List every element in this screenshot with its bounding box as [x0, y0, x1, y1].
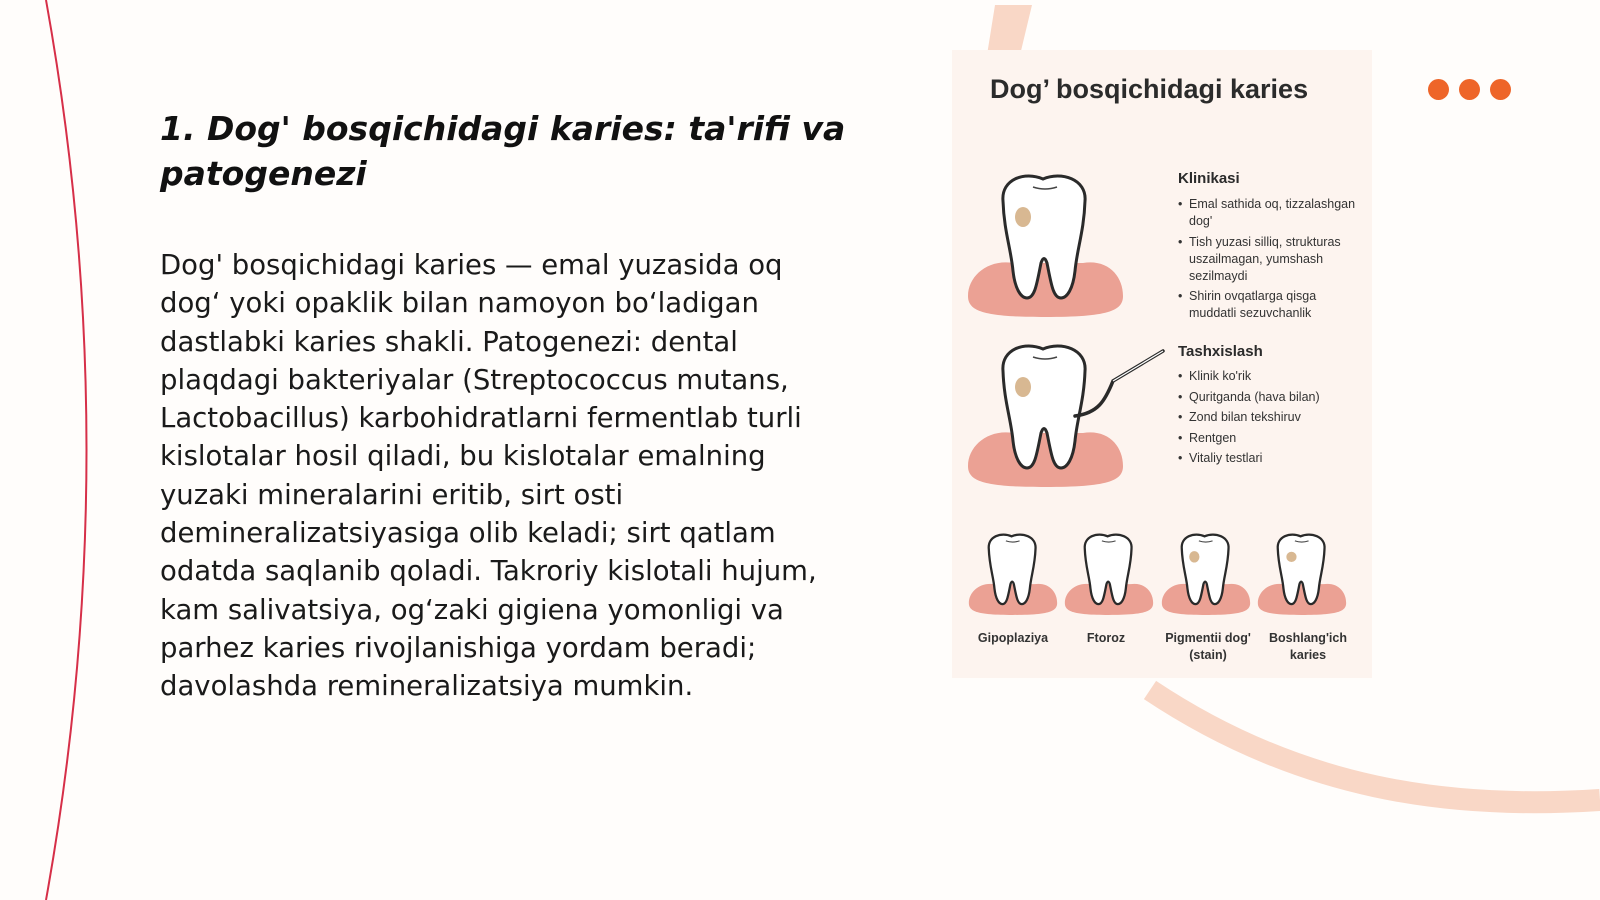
dot-icon	[1459, 79, 1480, 100]
label-stain: Pigmentii dog' (stain)	[1165, 631, 1251, 662]
list-item: • Quritganda (hava bilan)	[1178, 389, 1366, 406]
list-item: • Tish yuzasi silliq, strukturas uszailmagan, yumshash sezilmaydi	[1178, 234, 1366, 285]
infographic-title: Dog’ bosqichidagi karies	[990, 74, 1309, 104]
label-fluorosis: Ftoroz	[1086, 631, 1126, 645]
list-item: • Emal sathida oq, tizzalashgan dog'	[1178, 196, 1366, 230]
slide-title: 1. Dog' bosqichidagi karies: ta'rifi va patogenezi	[160, 109, 846, 193]
dental-probe-icon	[1075, 351, 1163, 416]
dot-icon	[1490, 79, 1511, 100]
tooth-probe-icon	[963, 341, 1178, 491]
window-dots	[1428, 79, 1511, 101]
label-hypoplasia: Gipoplaziya	[977, 631, 1049, 645]
decor-arc-top	[987, 5, 1032, 55]
list-item: • Zond bilan tekshiruv	[1178, 409, 1366, 426]
dot-icon	[1428, 79, 1449, 100]
diagnosis-list	[1178, 368, 1366, 471]
list-item: • Vitaliy testlari	[1178, 450, 1366, 467]
list-item: • Klinik ko'rik	[1178, 368, 1366, 385]
left-accent-line	[46, 0, 87, 900]
tooth-stain-small-icon	[1159, 527, 1253, 622]
tooth-caries-icon	[1255, 527, 1349, 622]
list-item: • Rentgen	[1178, 430, 1366, 447]
tooth-fluorosis-icon	[1062, 527, 1156, 622]
clinical-heading: Klinikasi	[1178, 170, 1240, 187]
slide-body-text: Dog' bosqichidagi karies — emal yuzasida oq dog‘ yoki opaklik bilan namoyon bo‘ladigan dastlabki karies shakli. Patogenezi: dental plaqdagi bakteriyalar (Streptococcus mutans, Lactobacillus) karbohidratlarni fermentlab turli kislotalar hosil qiladi, bu kislotalar emalning yuzaki mineralarini eritib, sirt osti demineralizatsiyasiga olib keladi; sirt qatlam odatda saqlanib qoladi. Takroriy kislotali hujum, kam salivatsiya, og‘zaki gigiena yomonligi va parhez karies rivojlanishiga yordam beradi; davolashda remineralizatsiya mumkin.	[160, 249, 817, 703]
decor-arc-bottom	[1150, 690, 1600, 802]
clinical-list	[1178, 196, 1366, 326]
label-initial-caries: Boshlang'ich karies	[1269, 631, 1347, 662]
tooth-stain-icon	[963, 171, 1128, 321]
infographic-card	[952, 50, 1372, 678]
list-item: • Shirin ovqatlarga qisga muddatli sezuvchanlik	[1178, 288, 1366, 322]
diagnosis-heading: Tashxislash	[1178, 343, 1263, 360]
tooth-hypoplasia-icon	[966, 527, 1060, 622]
